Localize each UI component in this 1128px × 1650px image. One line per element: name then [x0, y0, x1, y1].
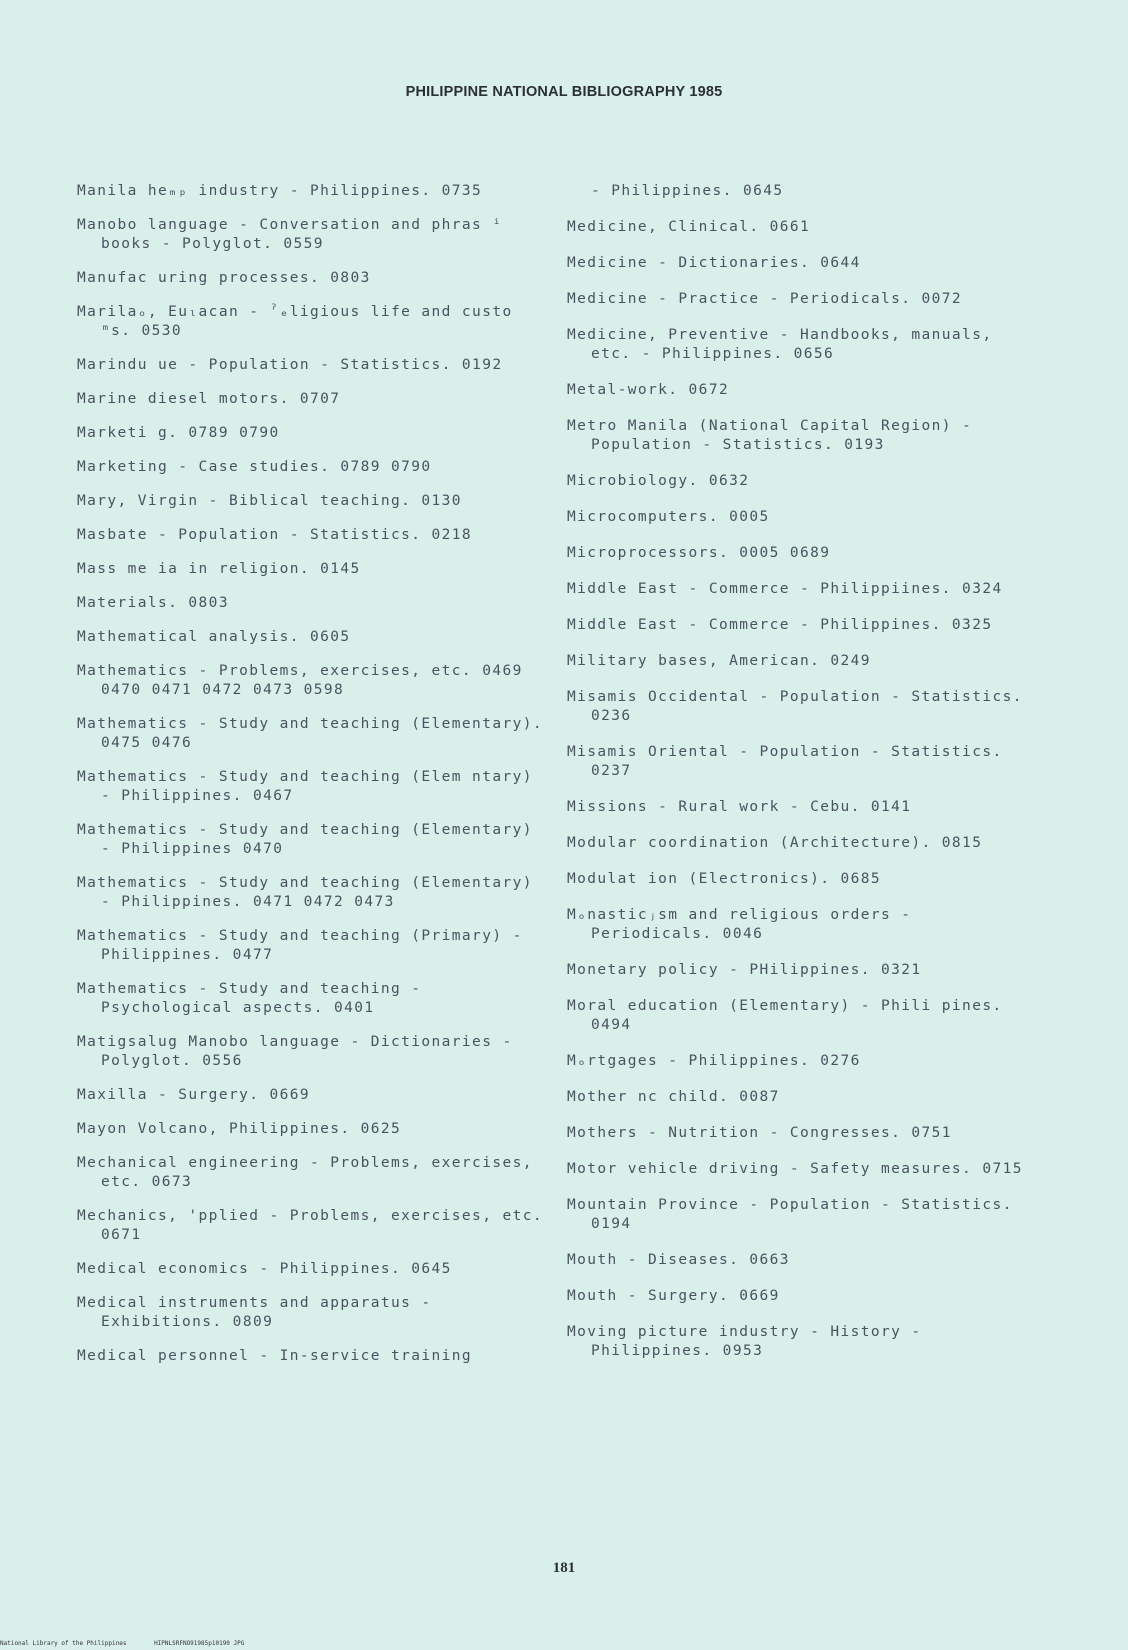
index-entry: Mathematics - Study and teaching (Elem ntary) - Philippines. 0467 — [77, 769, 533, 804]
index-entry: Mountain Province - Population - Statistics. 0194 — [567, 1197, 1013, 1232]
index-entry: Mathematical analysis. 0605 — [77, 629, 351, 645]
page-header: PHILIPPINE NATIONAL BIBLIOGRAPHY 1985 — [405, 84, 723, 100]
index-entry: Medicine - Dictionaries. 0644 — [567, 255, 861, 271]
index-entry: Mechanics, 'pplied - Problems, exercises, etc. 0671 — [77, 1208, 543, 1243]
index-entry: Medical personnel - In-service training — [77, 1348, 473, 1364]
index-entry: Mouth - Surgery. 0669 — [567, 1288, 780, 1304]
index-entry: Moral education (Elementary) - Phili pines. 0494 — [567, 998, 1003, 1033]
index-entry: Mathematics - Study and teaching (Elementary). 0475 0476 — [77, 716, 543, 751]
index-entry: Mathematics - Study and teaching - Psychological aspects. 0401 — [77, 981, 422, 1016]
index-entry: Modular coordination (Architecture). 0815 — [567, 835, 983, 851]
index-entry: Marindu ue - Population - Statistics. 0192 — [77, 357, 503, 373]
index-entry: Misamis Occidental - Population - Statistics. 0236 — [567, 689, 1023, 724]
index-entry: Microbiology. 0632 — [567, 473, 750, 489]
index-entry: Manobo language - Conversation and phras ⁱ books - Polyglot. 0559 — [77, 217, 503, 252]
index-entry: Marine diesel motors. 0707 — [77, 391, 341, 407]
index-entry: Mathematics - Study and teaching (Primary) - Philippines. 0477 — [77, 928, 523, 963]
index-entry: Marilaₒ, Euₗacan - ˀₑligious life and custo ᵐs. 0530 — [77, 304, 513, 339]
index-entry: Matigsalug Manobo language - Dictionaries - Polyglot. 0556 — [77, 1034, 513, 1069]
index-entry: Mathematics - Study and teaching (Elementary) - Philippines. 0471 0472 0473 — [77, 875, 533, 910]
index-entry: Metal-work. 0672 — [567, 382, 730, 398]
index-entry: Monetary policy - PHilippines. 0321 — [567, 962, 922, 978]
index-entry: Mathematics - Problems, exercises, etc. 0469 0470 0471 0472 0473 0598 — [77, 663, 523, 698]
scan-footer — [0, 1640, 268, 1647]
footer-file-id: HIPNLSRFNO91985p10190 JPG — [154, 1640, 245, 1647]
index-entry: Mouth - Diseases. 0663 — [567, 1252, 790, 1268]
index-entry: Misamis Oriental - Population - Statistics. 0237 — [567, 744, 1003, 779]
index-entry: Mass me ia in religion. 0145 — [77, 561, 361, 577]
index-entry: Middle East - Commerce - Philippiines. 0324 — [567, 581, 1003, 597]
index-entry: Medicine - Practice - Periodicals. 0072 — [567, 291, 963, 307]
index-entry: Mechanical engineering - Problems, exercises, etc. 0673 — [77, 1155, 533, 1190]
index-entry: Medicine, Preventive - Handbooks, manuals, etc. - Philippines. 0656 — [567, 327, 993, 362]
index-entry: Modulat ion (Electronics). 0685 — [567, 871, 882, 887]
index-entry: Mother nc child. 0087 — [567, 1089, 780, 1105]
index-entry: Moving picture industry - History - Philippines. 0953 — [567, 1324, 922, 1359]
index-entry: Mathematics - Study and teaching (Elementary) - Philippines 0470 — [77, 822, 533, 857]
index-entry: Medicine, Clinical. 0661 — [567, 219, 811, 235]
index-entry: Maxilla - Surgery. 0669 — [77, 1087, 310, 1103]
index-entry: Mary, Virgin - Biblical teaching. 0130 — [77, 493, 462, 509]
index-column-left — [77, 182, 547, 1381]
footer-library: National Library of the Philippines — [0, 1640, 127, 1647]
index-entry: Microprocessors. 0005 0689 — [567, 545, 831, 561]
index-entry: Microcomputers. 0005 — [567, 509, 770, 525]
index-entry: Medical instruments and apparatus - Exhibitions. 0809 — [77, 1295, 432, 1330]
index-entry: Mayon Volcano, Philippines. 0625 — [77, 1121, 402, 1137]
index-entry: Medical economics - Philippines. 0645 — [77, 1261, 452, 1277]
index-entry: Middle East - Commerce - Philippines. 0325 — [567, 617, 993, 633]
index-entry: Motor vehicle driving - Safety measures. 0715 — [567, 1161, 1023, 1177]
index-entry: Marketing - Case studies. 0789 0790 — [77, 459, 432, 475]
index-entry: Mothers - Nutrition - Congresses. 0751 — [567, 1125, 952, 1141]
index-entry: Metro Manila (National Capital Region) - Population - Statistics. 0193 — [567, 418, 973, 453]
index-entry: Mₒnasticⱼsm and religious orders - Periodicals. 0046 — [567, 907, 912, 942]
index-entry: Mₒrtgages - Philippines. 0276 — [567, 1053, 861, 1069]
index-entry: - Philippines. 0645 — [591, 183, 784, 199]
index-column-right — [567, 182, 1037, 1378]
index-entry: Masbate - Population - Statistics. 0218 — [77, 527, 473, 543]
page-number: 181 — [552, 1560, 576, 1576]
index-entry: Materials. 0803 — [77, 595, 229, 611]
index-entry: Manufac uring processes. 0803 — [77, 270, 371, 286]
index-entry: Manila heₘₚ industry - Philippines. 0735 — [77, 183, 483, 199]
index-entry: Military bases, American. 0249 — [567, 653, 871, 669]
index-entry: Marketi g. 0789 0790 — [77, 425, 280, 441]
index-entry: Missions - Rural work - Cebu. 0141 — [567, 799, 912, 815]
